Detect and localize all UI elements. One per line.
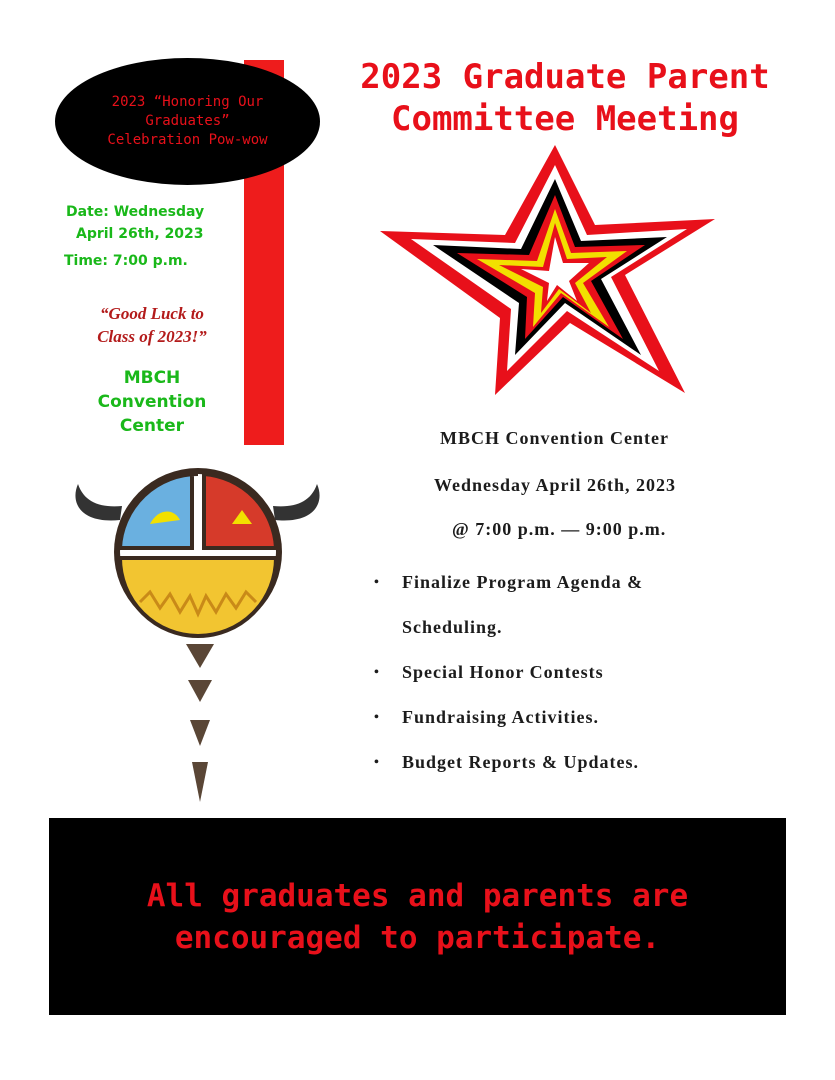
meeting-time: @ 7:00 p.m. — 9:00 p.m. — [452, 519, 667, 539]
agenda-item — [372, 560, 792, 605]
venue-left-line: Center — [119, 416, 185, 436]
date-label: Date: Wednesday — [66, 204, 205, 220]
banner-line: encouraged to participate. — [174, 919, 661, 956]
agenda-item-text: Finalize Program Agenda & — [402, 572, 644, 592]
agenda-list — [372, 560, 792, 785]
venue-left-line: Convention — [97, 392, 207, 412]
time-label: Time: 7:00 p.m. — [64, 253, 188, 269]
venue-left-line: MBCH — [123, 368, 181, 388]
good-luck-message — [72, 302, 232, 348]
agenda-item-text: Special Honor Contests — [402, 662, 604, 682]
event-name — [88, 93, 288, 150]
agenda-item — [372, 695, 792, 740]
agenda-item — [372, 740, 792, 785]
event-oval — [55, 58, 320, 185]
venue-left — [82, 366, 222, 438]
footer-banner — [49, 818, 786, 1015]
event-name-line: 2023 “Honoring Our — [111, 94, 264, 110]
meeting-date: Wednesday April 26th, 2023 — [434, 475, 677, 495]
star-quilt-icon — [375, 143, 735, 398]
venue: MBCH Convention Center — [440, 428, 669, 448]
title-line: Committee Meeting — [391, 99, 739, 139]
event-name-line: Celebration Pow-wow — [107, 132, 268, 148]
date-value: April 26th, 2023 — [76, 226, 204, 242]
agenda-item-text: Fundraising Activities. — [402, 707, 600, 727]
agenda-item-continuation — [372, 605, 792, 650]
banner-message — [73, 875, 763, 959]
bullet-icon: • — [374, 710, 380, 725]
agenda-item-text: Scheduling. — [402, 617, 503, 637]
agenda-item-text: Budget Reports & Updates. — [402, 752, 640, 772]
good-luck-line: Class of 2023!” — [97, 327, 207, 346]
bullet-icon: • — [374, 575, 380, 590]
sun-shield-icon — [70, 462, 325, 807]
title-line: 2023 Graduate Parent — [360, 57, 770, 97]
banner-line: All graduates and parents are — [146, 877, 689, 914]
event-name-line: Graduates” — [145, 113, 230, 129]
bullet-icon: • — [374, 755, 380, 770]
agenda-item — [372, 650, 792, 695]
good-luck-line: “Good Luck to — [100, 304, 204, 323]
bullet-icon: • — [374, 665, 380, 680]
page-title — [340, 56, 790, 140]
